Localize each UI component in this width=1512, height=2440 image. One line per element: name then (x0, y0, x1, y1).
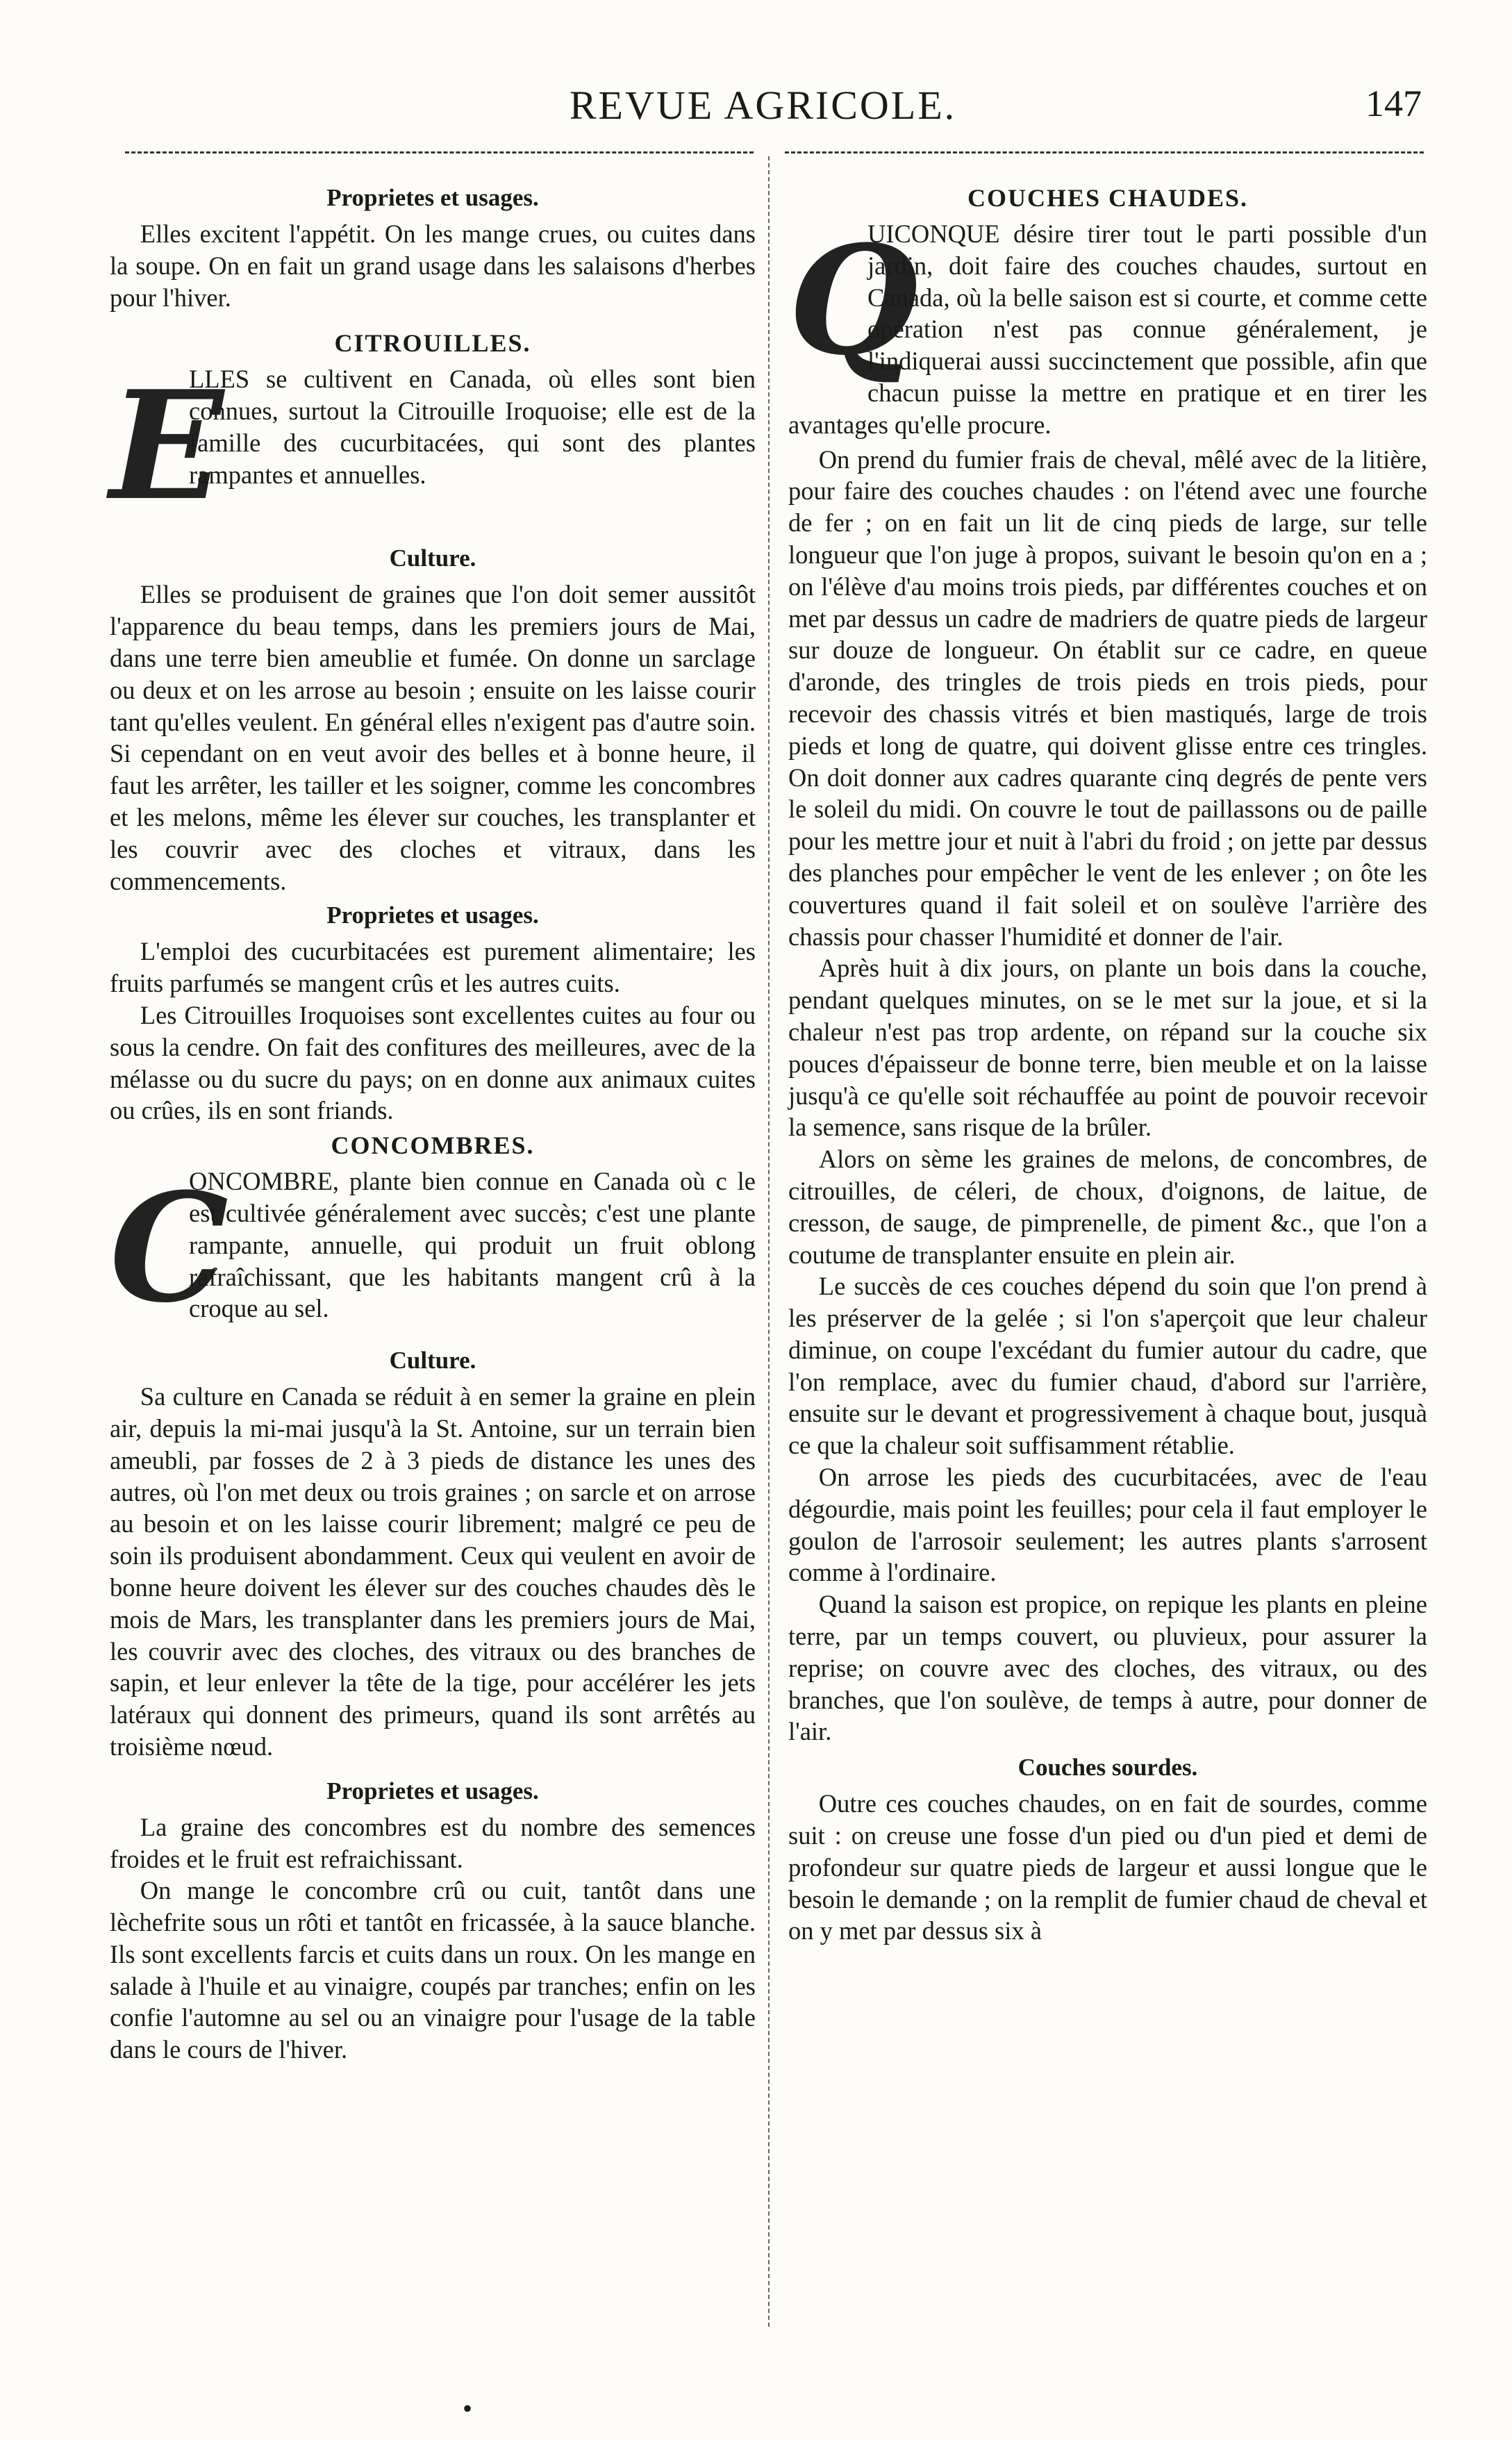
printer-mark: • (463, 2393, 473, 2424)
page-header (104, 82, 1422, 138)
section-culture-2 (110, 1345, 756, 1763)
paragraph: L'emploi des cucurbitacées est purement alimentaire; les fruits parfumés se mangent crûs et les autres cuits. (110, 937, 756, 998)
section-proprietes-2 (110, 899, 756, 1127)
paragraph: UICONQUE désire tirer tout le parti possible d'un jardin, doit faire des couches chaudes, surtout en Canada, où la belle saison est si courte, et comme cette opération n'est pas connue généralement, je l'indiquerai aussi succinctement que possible, afin que chacun puisse la mettre en pratique et en tirer les avantages qu'elle procure. (788, 219, 1427, 439)
paragraph: Quand la saison est propice, on repique les plants en pleine terre, par un temps couvert, ou pluvieux, pour assurer la reprise; on couvre avec des cloches, des vitraux, ou des branches, que l'on soulève, de temps à autre, pour donner de l'air. (788, 1590, 1427, 1746)
header-rule-left (125, 151, 754, 153)
right-column (788, 182, 1427, 1950)
paragraph: Elles se produisent de graines que l'on doit semer aussitôt l'apparence du beau temps, dans les premiers jours de Mai, dans une terre bien ameublie et fumée. On donne un sarclage ou deux et on les arrose au besoin ; ensuite on les laisse courir tant qu'elles veulent. En général elles n'exigent pas d'autre soin. Si cependant on en veut avoir des belles et à bonne heure, il faut les arrêter, les tailler et les soigner, comme les concombres et les melons, même les élever sur couches, les transplanter et les couvrir avec des cloches et vitraux, dans les commencements. (110, 580, 756, 895)
paragraph: Alors on sème les graines de melons, de concombres, de citrouilles, de céleri, de choux, d'oignons, de laitue, de cresson, de sauge, de pimprenelle, de piment &c., que l'on a coutume de transplanter ensuite en plein air. (788, 1145, 1427, 1269)
paragraph: Le succès de ces couches dépend du soin que l'on prend à les préserver de la gelée ; si l'on s'aperçoit que leur chaleur diminue, on coupe l'excédant du fumier autour du cadre, que l'on remplace, avec du fumier chaud, d'abord sur l'arrière, ensuite sur le devant et progressivement à chaque bout, jusquà ce que la chaleur soit suffisamment rétablie. (788, 1272, 1427, 1460)
section-heading-couches-chaudes: COUCHES CHAUDES. (967, 184, 1249, 212)
ornamental-initial: E (110, 358, 224, 534)
paragraph: Sa culture en Canada se réduit à en semer la graine en plein air, depuis la mi-mai jusqu'à la St. Antoine, sur un terrain bien ameubli, par fosses de 2 à 3 pieds de distance les unes des autres, où l'on met deux ou trois graines ; on sarcle et on arrose au besoin et on les laisse courir librement; malgré ce peu de soin ils produisent abondamment. Ceux qui veulent en avoir de bonne heure doivent les élever sur des couches chaudes dès le mois de Mars, les transplanter dans les premiers jours de Mai, les couvrir avec des cloches, des vitraux ou des branches de sapin, et leur enlever la tête de la tige, pour accélérer les jets latéraux qui donnent des primeurs, quand ils sont arrêtés au troisième nœud. (110, 1382, 756, 1761)
paragraph: Outre ces couches chaudes, on en fait de sourdes, comme suit : on creuse une fosse d'un pied ou d'un pied et demi de profondeur sur quatre pieds de largeur et aussi longue que le besoin le demande ; on la remplit de fumier chaud de cheval et on y met par dessus six à (788, 1789, 1427, 1945)
section-heading: Proprietes et usages. (326, 184, 539, 211)
paragraph: On arrose les pieds des cucurbitacées, avec de l'eau dégourdie, mais point les feuilles; pour cela il faut employer le goulon de l'arrosoir seulement; les autres plants s'arrosent comme à l'ordinaire. (788, 1463, 1427, 1587)
section-proprietes-3 (110, 1775, 756, 2066)
paragraph: LLES se cultivent en Canada, où elles sont bien connues, surtout la Citrouille Iroquoise; elle est de la famille des cucurbitacées, qui sont des plantes rampantes et annuelles. (189, 365, 756, 489)
paragraph: ONCOMBRE, plante bien connue en Canada où c le est cultivée généralement avec succès; c'est une plante rampante, annuelle, qui produit un fruit oblong rafraîchissant, que les habitants mangent crû à la croque au sel. (189, 1167, 756, 1323)
running-title: REVUE AGRICOLE. (569, 83, 957, 128)
section-heading: Couches sourdes. (1017, 1754, 1198, 1782)
section-proprietes-1 (110, 182, 756, 313)
section-heading: Proprietes et usages. (326, 902, 539, 929)
section-heading-citrouilles: CITROUILLES. (334, 329, 531, 358)
paragraph: Après huit à dix jours, on plante un bois dans la couche, pendant quelques minutes, on se le met sur la joue, et si la chaleur n'est pas trop ardente, on répand sur la couche six pouces d'épaisseur de bonne terre, bien meuble et on la laisse jusqu'à ce qu'elle soit réchauffée au point de pouvoir recevoir la semence, sans risque de la brûler. (788, 954, 1427, 1142)
ornamental-initial: Q (788, 213, 919, 388)
paragraph: Elles excitent l'appétit. On les mange crues, ou cuites dans la soupe. On en fait un grand usage dans les salaisons d'herbes pour l'hiver. (110, 219, 756, 312)
ornamental-initial: C (110, 1160, 229, 1336)
section-concombres (110, 1129, 756, 1342)
section-heading: Proprietes et usages. (326, 1777, 539, 1804)
section-heading: Culture. (389, 545, 476, 572)
page-number: 147 (1365, 83, 1422, 124)
header-rule-right (785, 151, 1424, 153)
paragraph: On prend du fumier frais de cheval, mêlé avec de la litière, pour faire des couches chaudes : on l'étend avec une fourche de fer ; on en fait un lit de cinq pieds de large, sur telle longueur que l'on juge à propos, suivant le besoin qu'on en a ; on l'élève d'au moins trois pieds, par différentes couches et on met par dessus un cadre de madriers de quatre pieds de largeur sur douze de longueur. On établit sur ce cadre, en queue d'aronde, des tringles de trois pieds en trois pieds, pour recevoir des chassis vitrés et bien mastiqués, large de trois pieds et long de quatre, qui doivent glisse entre ces tringles. On doit donner aux cadres quarante cinq degrés de pente vers le soleil du midi. On couvre le tout de paillassons ou de paille pour les mettre jour et nuit à l'abri du froid ; on jette par dessus des planches pour empêcher le vent de les enlever ; on ôte les couvertures quand il fait soleil et on soulève l'arrière des chassis pour chasser l'humidité et donner de l'air. (788, 445, 1427, 951)
section-heading: Culture. (389, 1347, 476, 1375)
section-citrouilles (110, 327, 756, 540)
section-couches-sourdes (788, 1752, 1427, 1947)
section-culture-1 (110, 542, 756, 897)
section-heading-concombres: CONCOMBRES. (331, 1131, 535, 1160)
left-column (110, 182, 756, 2068)
column-divider (768, 156, 770, 2327)
paragraph: Les Citrouilles Iroquoises sont excellentes cuites au four ou sous la cendre. On fait des confitures des meilleures, avec de la mélasse ou du sucre du pays; on en donne aux animaux cuites ou crûes, ils en sont friands. (110, 1000, 756, 1125)
section-couches-chaudes (788, 182, 1427, 441)
paragraph: On mange le concombre crû ou cuit, tantôt dans une lèchefrite sous un rôti et tantôt en fricassée, à la sauce blanche. Ils sont excellents farcis et cuits dans un roux. On les mange en salade à l'huile et au vinaigre, coupés par tranches; enfin on les confie l'automne au sel ou an vinaigre pour l'usage de la table dans le cours de l'hiver. (110, 1876, 756, 2064)
paragraph: La graine des concombres est du nombre des semences froides et le fruit est refraichissant. (110, 1812, 756, 1873)
